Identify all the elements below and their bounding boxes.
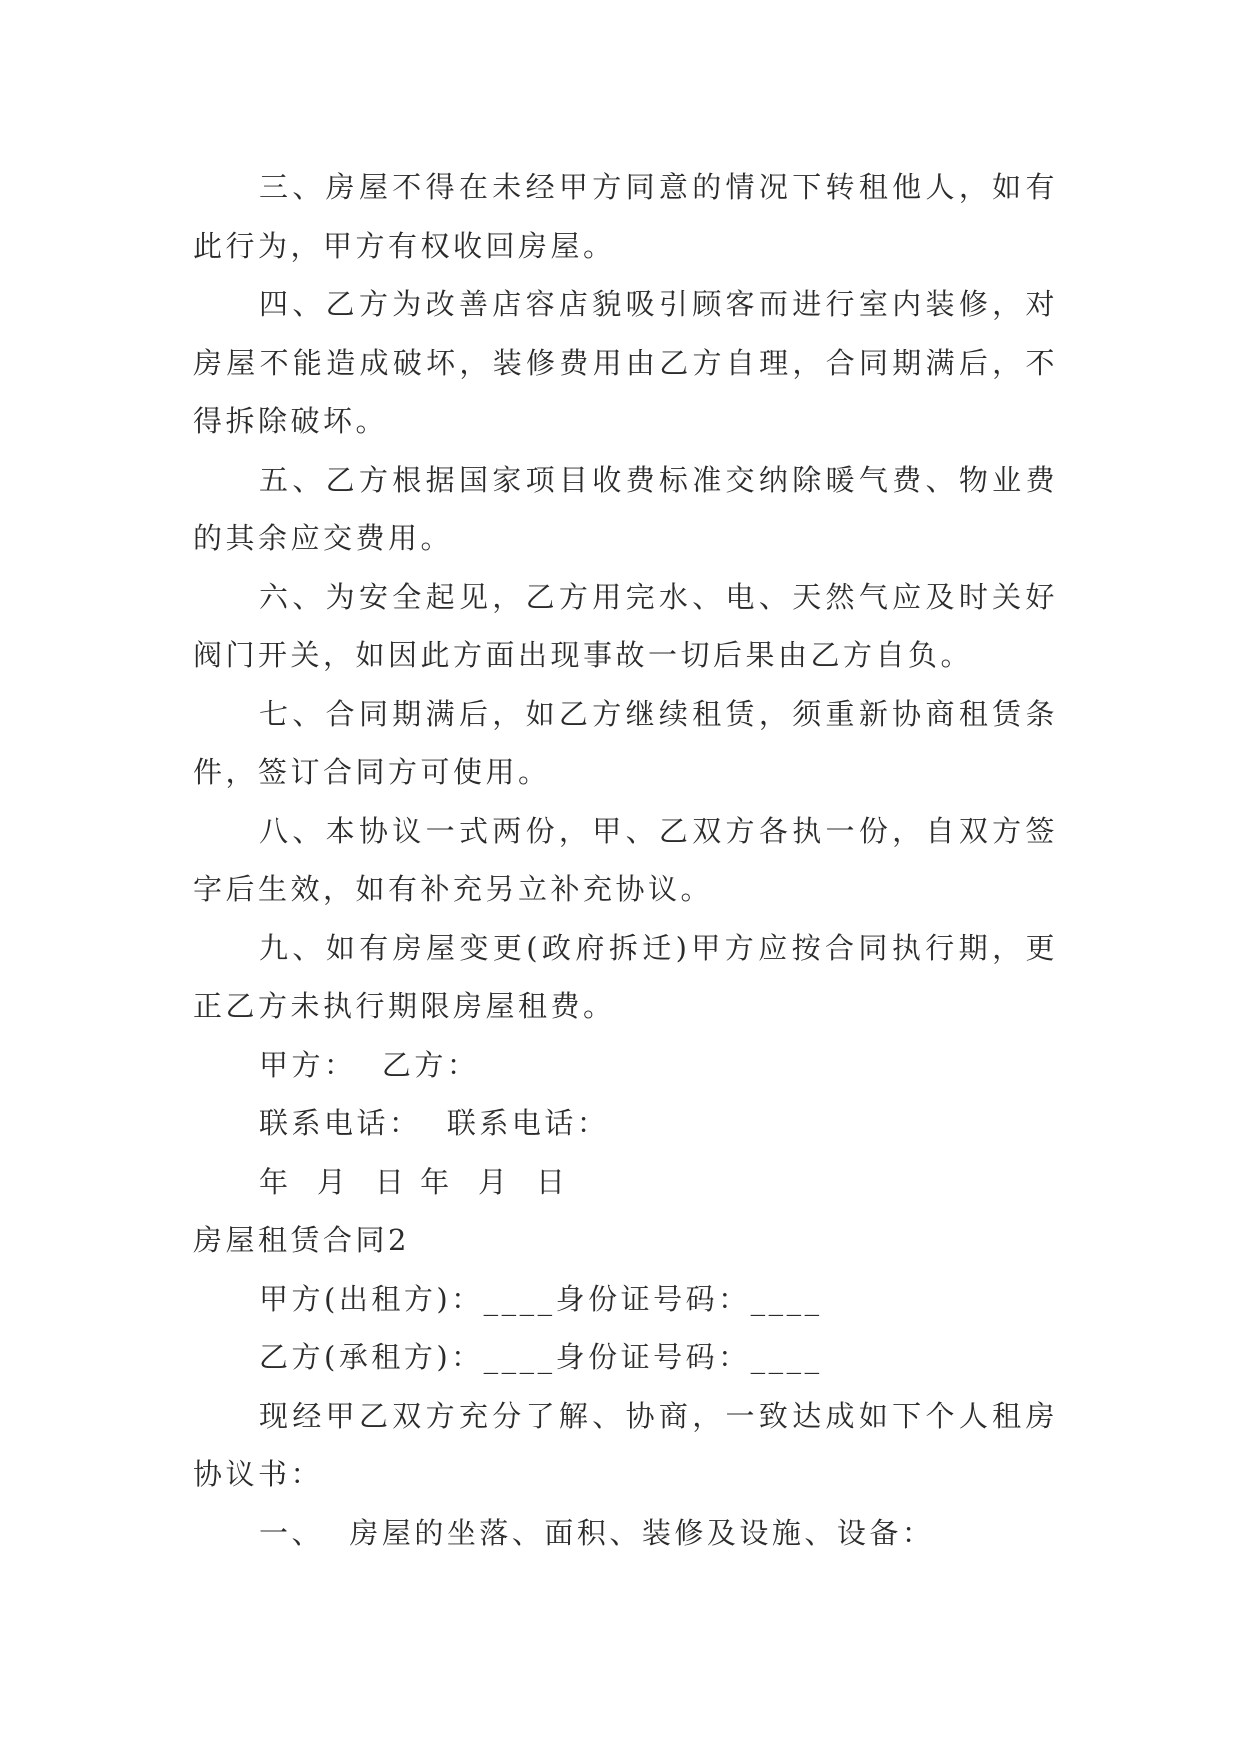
signature-parties: 甲方： 乙方： (259, 1047, 480, 1082)
agreement-intro: 现经甲乙双方充分了解、协商，一致达成如下个人租房协议书： (193, 1398, 1058, 1491)
clause-6: 六、为安全起见，乙方用完水、电、天然气应及时关好阀门开关，如因此方面出现事故一切后果由乙方自负。 (193, 579, 1058, 672)
signature-phones: 联系电话： 联系电话： (259, 1106, 610, 1140)
signature-dates: 年 月 日 年 月 日 (259, 1164, 569, 1199)
contract-2-title: 房屋租赁合同2 (193, 1223, 410, 1257)
document-body (193, 158, 1058, 1562)
clause-9: 九、如有房屋变更(政府拆迁)甲方应按合同执行期，更正乙方未执行期限房屋租费。 (193, 930, 1058, 1023)
party-b-line: 乙方(承租方)：____身份证号码：____ (259, 1340, 823, 1374)
clause-7: 七、合同期满后，如乙方继续租赁，须重新协商租赁条件，签订合同方可使用。 (193, 696, 1058, 789)
clause-3: 三、房屋不得在未经甲方同意的情况下转租他人，如有此行为，甲方有权收回房屋。 (193, 170, 1058, 263)
clause-8: 八、本协议一式两份，甲、乙双方各执一份，自双方签字后生效，如有补充另立补充协议。 (193, 813, 1058, 906)
clause-5: 五、乙方根据国家项目收费标准交纳除暖气费、物业费的其余应交费用。 (193, 462, 1058, 555)
party-a-line: 甲方(出租方)：____身份证号码：____ (259, 1281, 823, 1316)
clause-1-heading: 一、 房屋的坐落、面积、装修及设施、设备： (259, 1515, 935, 1550)
clause-4: 四、乙方为改善店容店貌吸引顾客而进行室内装修，对房屋不能造成破坏，装修费用由乙方自理，合同期满后，不得拆除破坏。 (193, 287, 1058, 438)
